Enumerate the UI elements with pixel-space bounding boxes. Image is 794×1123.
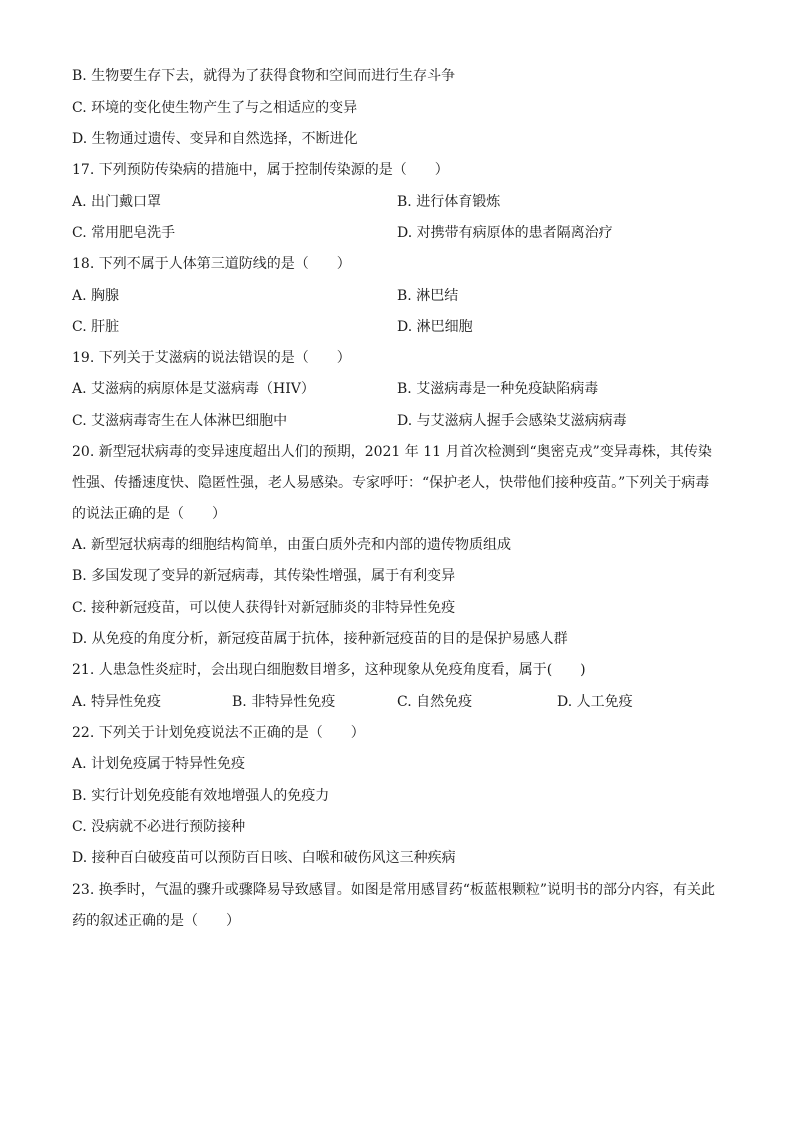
q19-stem: 19. 下列关于艾滋病的说法错误的是（ ） xyxy=(72,350,351,366)
q17-option-a: A. 出门戴口罩 xyxy=(72,194,162,210)
q21-option-b: B. 非特异性免疫 xyxy=(232,694,336,710)
q19-option-c: C. 艾滋病毒寄生在人体淋巴细胞中 xyxy=(72,413,288,429)
q16-option-d: D. 生物通过遗传、变异和自然选择，不断进化 xyxy=(72,131,358,147)
q16-option-b: B. 生物要生存下去，就得为了获得食物和空间而进行生存斗争 xyxy=(72,68,456,84)
q22-option-d: D. 接种百白破疫苗可以预防百日咳、白喉和破伤风这三种疾病 xyxy=(72,850,456,866)
q22-option-a: A. 计划免疫属于特异性免疫 xyxy=(72,756,246,772)
q22-option-b: B. 实行计划免疫能有效地增强人的免疫力 xyxy=(72,788,330,804)
q20-option-c: C. 接种新冠疫苗，可以使人获得针对新冠肺炎的非特异性免疫 xyxy=(72,600,456,616)
q19-option-d: D. 与艾滋病人握手会感染艾滋病病毒 xyxy=(397,413,627,429)
q20-stem: 20. 新型冠状病毒的变异速度超出人们的预期，2021 年 11 月首次检测到“奥密克戎”变异毒株，其传染性强、传播速度快、隐匿性强，老人易感染。专家呼吁：“保护老人，快带他们接种疫苗。”下列关于病毒的说法正确的是（ ） xyxy=(72,444,712,522)
q19-option-b: B. 艾滋病毒是一种免疫缺陷病毒 xyxy=(397,381,599,397)
q17-option-c: C. 常用肥皂洗手 xyxy=(72,225,176,241)
q20-option-a: A. 新型冠状病毒的细胞结构简单，由蛋白质外壳和内部的遗传物质组成 xyxy=(72,537,512,553)
q20-option-b: B. 多国发现了变异的新冠病毒，其传染性增强，属于有利变异 xyxy=(72,568,456,584)
q20-option-d: D. 从免疫的角度分析，新冠疫苗属于抗体，接种新冠疫苗的目的是保护易感人群 xyxy=(72,631,568,647)
q16-option-c: C. 环境的变化使生物产生了与之相适应的变异 xyxy=(72,100,358,116)
q18-option-b: B. 淋巴结 xyxy=(397,288,459,304)
q21-option-a: A. 特异性免疫 xyxy=(72,694,162,710)
q22-option-c: C. 没病就不必进行预防接种 xyxy=(72,819,246,835)
q21-stem: 21. 人患急性炎症时，会出现白细胞数目增多，这种现象从免疫角度看，属于( ) xyxy=(72,662,586,678)
q17-stem: 17. 下列预防传染病的措施中，属于控制传染源的是（ ） xyxy=(72,162,449,178)
q18-stem: 18. 下列不属于人体第三道防线的是（ ） xyxy=(72,256,351,272)
q18-option-a: A. 胸腺 xyxy=(72,288,120,304)
q18-option-d: D. 淋巴细胞 xyxy=(397,319,473,335)
q17-option-b: B. 进行体育锻炼 xyxy=(397,194,501,210)
q22-stem: 22. 下列关于计划免疫说法不正确的是（ ） xyxy=(72,725,365,741)
q18-option-c: C. 肝脏 xyxy=(72,319,120,335)
q17-option-d: D. 对携带有病原体的患者隔离治疗 xyxy=(397,225,613,241)
q19-option-a: A. 艾滋病的病原体是艾滋病毒（HIV） xyxy=(72,381,315,397)
q23-stem: 23. 换季时，气温的骤升或骤降易导致感冒。如图是常用感冒药“板蓝根颗粒”说明书的部分内容，有关此药的叙述正确的是（ ） xyxy=(72,882,716,929)
q21-option-d: D. 人工免疫 xyxy=(557,694,633,710)
q21-option-c: C. 自然免疫 xyxy=(397,694,473,710)
